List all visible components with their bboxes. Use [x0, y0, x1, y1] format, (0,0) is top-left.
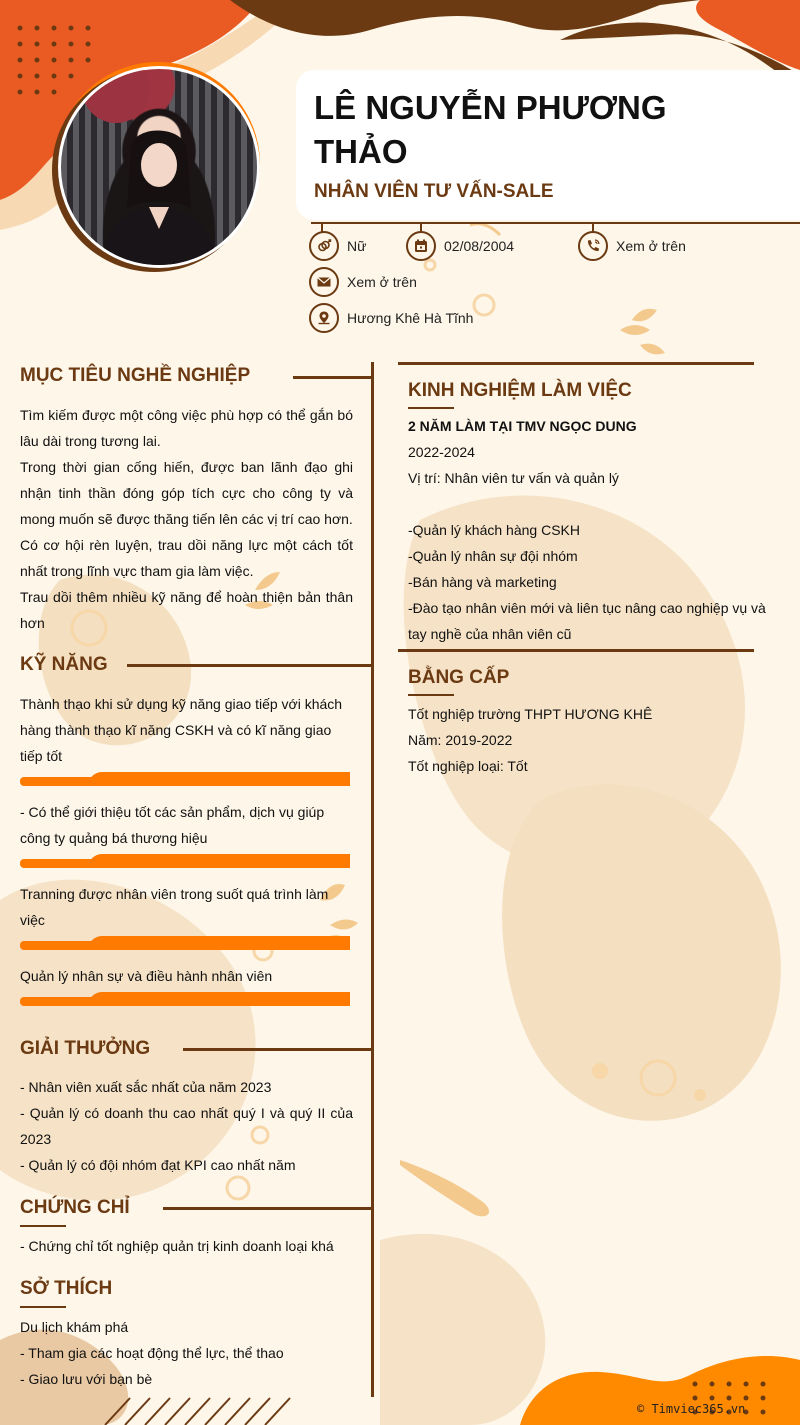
- work-position: Vị trí: Nhân viên tư vấn và quản lý: [408, 470, 619, 486]
- objective-line: Trau dồi thêm nhiều kỹ năng để hoàn thiện bản thân hơn: [20, 589, 353, 631]
- duty-line: -Đào tạo nhân viên mới và liên tục nâng cao nghiệp vụ và tay nghề của nhân viên cũ: [408, 600, 766, 642]
- title-underline: [20, 1306, 66, 1308]
- skill-item: [20, 963, 356, 989]
- certificate-line: - Chứng chỉ tốt nghiệp quản trị kinh doanh loại khá: [20, 1238, 334, 1254]
- section-rule: [127, 664, 373, 667]
- candidate-name: LÊ NGUYỄN PHƯƠNG THẢO: [314, 89, 667, 170]
- hobbies-text: [20, 1314, 360, 1392]
- calendar-icon: [406, 231, 436, 261]
- certificates-title: CHỨNG CHỈ: [20, 1197, 130, 1218]
- education-title: BẰNG CẤP: [408, 667, 510, 688]
- phone-icon: [578, 231, 608, 261]
- gender-icon: [309, 231, 339, 261]
- hobbies-title: SỞ THÍCH: [20, 1278, 113, 1299]
- award-line: - Quản lý có doanh thu cao nhất quý I và quý II của 2023: [20, 1105, 353, 1147]
- skill-text: - Có thể giới thiệu tốt các sản phẩm, dịch vụ giúp công ty quảng bá thương hiệu: [20, 804, 325, 846]
- section-rule: [293, 376, 373, 379]
- skill-bar: [20, 992, 350, 1006]
- phone-info: [578, 231, 686, 261]
- skills-title: KỸ NĂNG: [20, 654, 108, 675]
- education-line: Tốt nghiệp loại: Tốt: [408, 758, 528, 774]
- hobby-line: - Giao lưu với bạn bè: [20, 1371, 153, 1387]
- skill-item: [20, 799, 356, 851]
- award-line: - Nhân viên xuất sắc nhất của năm 2023: [20, 1079, 272, 1095]
- objective-text: [20, 402, 353, 636]
- duty-line: -Bán hàng và marketing: [408, 574, 557, 590]
- section-rule: [163, 1207, 373, 1210]
- awards-text: [20, 1074, 353, 1178]
- skill-item: [20, 881, 356, 933]
- section-rule: [398, 362, 754, 365]
- section-rule: [183, 1048, 373, 1051]
- duty-line: -Quản lý khách hàng CSKH: [408, 522, 580, 538]
- skill-text: Thành thạo khi sử dụng kỹ năng giao tiếp với khách hàng thành thạo kĩ năng CSKH và có kĩ năng giao tiếp tốt: [20, 696, 343, 764]
- education-line: Năm: 2019-2022: [408, 732, 513, 748]
- title-underline: [20, 1225, 66, 1227]
- duty-line: -Quản lý nhân sự đội nhóm: [408, 548, 578, 564]
- location-icon: [309, 303, 339, 333]
- gender-value: Nữ: [347, 238, 367, 254]
- section-rule: [398, 649, 754, 652]
- watermark: © Timviec365.vn: [637, 1402, 746, 1416]
- birthdate-value: 02/08/2004: [444, 238, 515, 254]
- column-divider: [371, 362, 374, 1397]
- skill-item: [20, 691, 356, 769]
- birthdate-info: [406, 231, 514, 261]
- title-underline: [408, 694, 454, 696]
- work-period: 2022-2024: [408, 444, 475, 460]
- hobby-line: Du lịch khám phá: [20, 1319, 129, 1335]
- phone-value: Xem ở trên: [616, 238, 686, 254]
- address-info: [309, 303, 473, 333]
- experience-text: [408, 413, 770, 647]
- objective-line: Có cơ hội rèn luyện, trau dồi năng lực một cách tốt nhất trong lĩnh vực tham gia làm việc.: [20, 537, 353, 579]
- email-icon: [309, 267, 339, 297]
- education-text: [408, 701, 770, 779]
- objective-line: Trong thời gian cống hiến, được ban lãnh đạo ghi nhận tinh thần đóng góp tích cực cho công ty và mong muốn sẽ được thăng tiến lên các vị trí cao hơn.: [20, 459, 353, 527]
- objective-title: MỤC TIÊU NGHỀ NGHIỆP: [20, 365, 251, 386]
- avatar-frame: [48, 58, 288, 273]
- hobby-line: - Tham gia các hoạt động thể lực, thể thao: [20, 1345, 284, 1361]
- address-value: Hương Khê Hà Tĩnh: [347, 310, 474, 326]
- award-line: - Quản lý có đội nhóm đạt KPI cao nhất năm: [20, 1157, 296, 1173]
- gender-info: [309, 231, 366, 261]
- avatar: [58, 66, 260, 268]
- email-value: Xem ở trên: [347, 274, 417, 290]
- header-divider: [311, 222, 800, 224]
- job-title: NHÂN VIÊN TƯ VẤN-SALE: [314, 181, 554, 202]
- skill-bar: [20, 854, 350, 868]
- title-underline: [408, 407, 454, 409]
- email-info: [309, 267, 417, 297]
- skill-text: Tranning được nhân viên trong suốt quá trình làm việc: [20, 886, 329, 928]
- skill-bar: [20, 772, 350, 786]
- certificates-text: [20, 1233, 360, 1259]
- company-name: 2 NĂM LÀM TẠI TMV NGỌC DUNG: [408, 418, 637, 434]
- skill-bar: [20, 936, 350, 950]
- awards-title: GIẢI THƯỞNG: [20, 1038, 151, 1059]
- objective-line: Tìm kiếm được một công việc phù hợp có thể gắn bó lâu dài trong tương lai.: [20, 407, 353, 449]
- experience-title: KINH NGHIỆM LÀM VIỆC: [408, 380, 632, 401]
- education-line: Tốt nghiệp trường THPT HƯƠNG KHÊ: [408, 706, 653, 722]
- skill-text: Quản lý nhân sự và điều hành nhân viên: [20, 968, 273, 984]
